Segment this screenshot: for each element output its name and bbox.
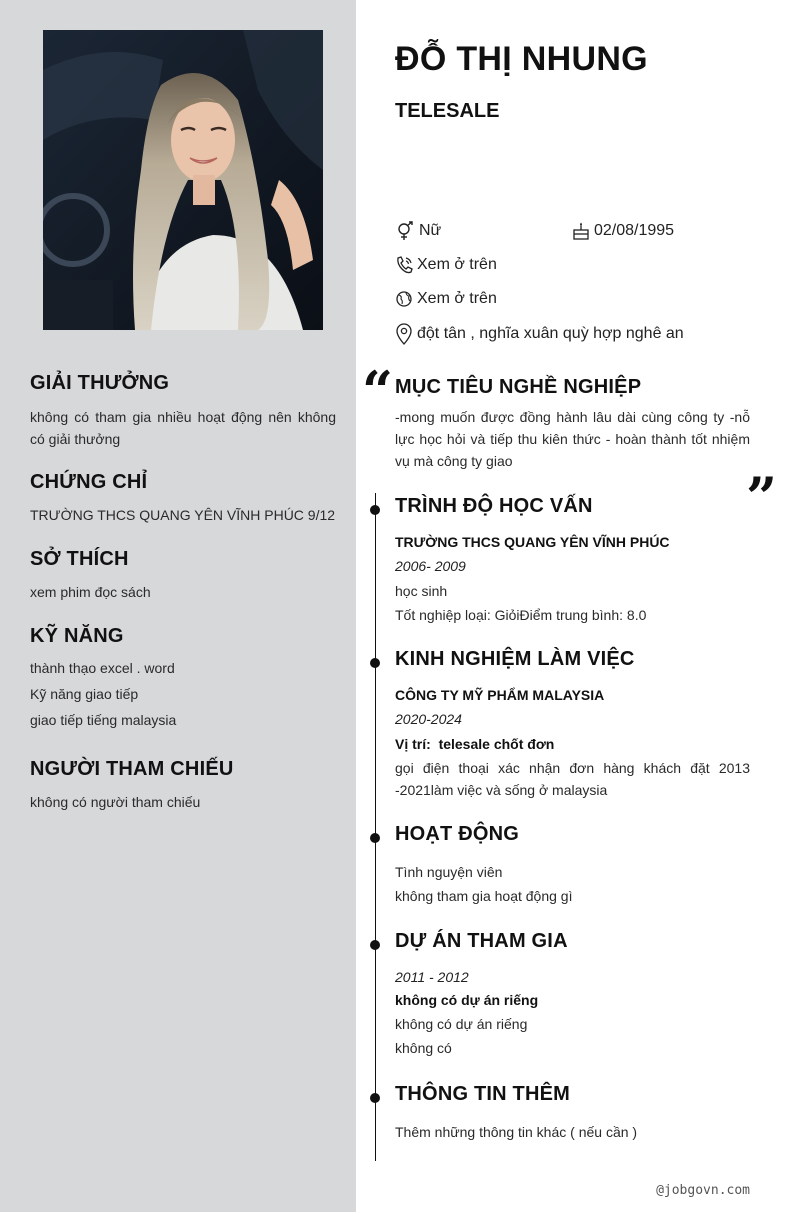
activities-heading: HOẠT ĐỘNG <box>395 823 520 845</box>
watermark: @jobgovn.com <box>656 1183 750 1198</box>
activities-section <box>395 823 750 907</box>
timeline-line <box>375 493 376 1161</box>
gender-value: Nữ <box>419 222 442 239</box>
awards-heading: GIẢI THƯỞNG <box>30 372 170 394</box>
open-quote-icon: “ <box>362 359 394 423</box>
skill-item: thành thạo excel . word <box>30 660 175 676</box>
projects-role: không có dự án riếng <box>395 1016 528 1032</box>
hobbies-heading: SỞ THÍCH <box>30 548 129 570</box>
education-major: học sinh <box>395 583 448 599</box>
education-school: TRƯỜNG THCS QUANG YÊN VĨNH PHÚC <box>395 534 670 550</box>
timeline-dot <box>370 940 380 950</box>
projects-section <box>395 930 750 1059</box>
location-pin-icon <box>395 323 413 345</box>
website-info <box>395 289 497 309</box>
activities-role: Tình nguyện viên <box>395 864 503 880</box>
experience-section <box>395 648 750 801</box>
references-text: không có người tham chiếu <box>30 794 201 810</box>
projects-period: 2011 - 2012 <box>395 969 469 985</box>
profile-photo <box>43 30 323 330</box>
experience-period: 2020-2024 <box>395 711 462 727</box>
objective-text: -mong muốn được đồng hành lâu dài cùng công ty -nỗ lực học hỏi và tiếp thu kiên thức - hoàn thành tốt nhiệm vụ mà công ty giao <box>395 409 750 469</box>
hobbies-text: xem phim đọc sách <box>30 584 151 600</box>
birthdate-info <box>572 221 674 241</box>
references-heading: NGƯỜI THAM CHIẾU <box>30 758 234 780</box>
timeline-dot <box>370 658 380 668</box>
gender-info <box>395 221 441 241</box>
awards-section <box>30 372 336 450</box>
skill-item: giao tiếp tiếng malaysia <box>30 712 177 728</box>
experience-heading: KINH NGHIỆM LÀM VIỆC <box>395 648 635 670</box>
additional-heading: THÔNG TIN THÊM <box>395 1083 571 1105</box>
timeline-dot <box>370 833 380 843</box>
address-value: đột tân , nghĩa xuân quỳ hợp nghê an <box>417 325 684 342</box>
phone-info <box>395 255 497 275</box>
job-title: TELESALE <box>395 100 500 122</box>
activities-description: không tham gia hoạt động gì <box>395 888 573 904</box>
profile-photo-image <box>43 30 323 330</box>
projects-name: không có dự án riếng <box>395 992 539 1008</box>
birthdate-value: 02/08/1995 <box>594 222 675 239</box>
projects-description: không có <box>395 1040 452 1056</box>
objective-heading: MỤC TIÊU NGHỀ NGHIỆP <box>395 376 642 398</box>
skill-item: Kỹ năng giao tiếp <box>30 686 139 702</box>
phone-value: Xem ở trên <box>417 256 497 273</box>
experience-company: CÔNG TY MỸ PHẨM MALAYSIA <box>395 687 605 703</box>
additional-section <box>395 1083 750 1143</box>
globe-icon <box>395 289 413 309</box>
certificates-section <box>30 471 336 526</box>
references-section <box>30 758 336 813</box>
timeline-dot <box>370 505 380 515</box>
experience-position <box>395 733 750 755</box>
certificates-heading: CHỨNG CHỈ <box>30 471 148 493</box>
awards-text: không có tham gia nhiều hoạt động nên không có giải thưởng <box>30 409 336 447</box>
left-sidebar <box>0 0 356 1212</box>
close-quote-icon: ” <box>746 465 778 529</box>
birthday-cake-icon <box>572 221 590 241</box>
position-label: Vị trí: <box>395 736 431 752</box>
position-value: telesale chốt đơn <box>438 736 555 752</box>
projects-heading: DỰ ÁN THAM GIA <box>395 930 568 952</box>
address-info <box>395 323 684 345</box>
certificates-text: TRƯỜNG THCS QUANG YÊN VĨNH PHÚC 9/12 <box>30 507 336 523</box>
hobbies-section <box>30 548 336 603</box>
education-result: Tốt nghiệp loại: GiỏiĐiểm trung bình: 8.0 <box>395 607 647 623</box>
gender-icon <box>395 221 415 241</box>
experience-description: gọi điện thoại xác nhận đơn hàng khách đặt 2013 -2021làm việc và sống ở malaysia <box>395 760 750 798</box>
website-value: Xem ở trên <box>417 290 497 307</box>
additional-text: Thêm những thông tin khác ( nếu cần ) <box>395 1124 638 1140</box>
education-heading: TRÌNH ĐỘ HỌC VẤN <box>395 495 593 517</box>
objective-section <box>395 376 750 472</box>
skills-heading: KỸ NĂNG <box>30 625 124 647</box>
timeline-dot <box>370 1093 380 1103</box>
education-period: 2006- 2009 <box>395 558 466 574</box>
education-section <box>395 495 750 626</box>
skills-section <box>30 625 336 733</box>
candidate-name: ĐỖ THỊ NHUNG <box>395 40 648 78</box>
phone-icon <box>395 255 413 275</box>
